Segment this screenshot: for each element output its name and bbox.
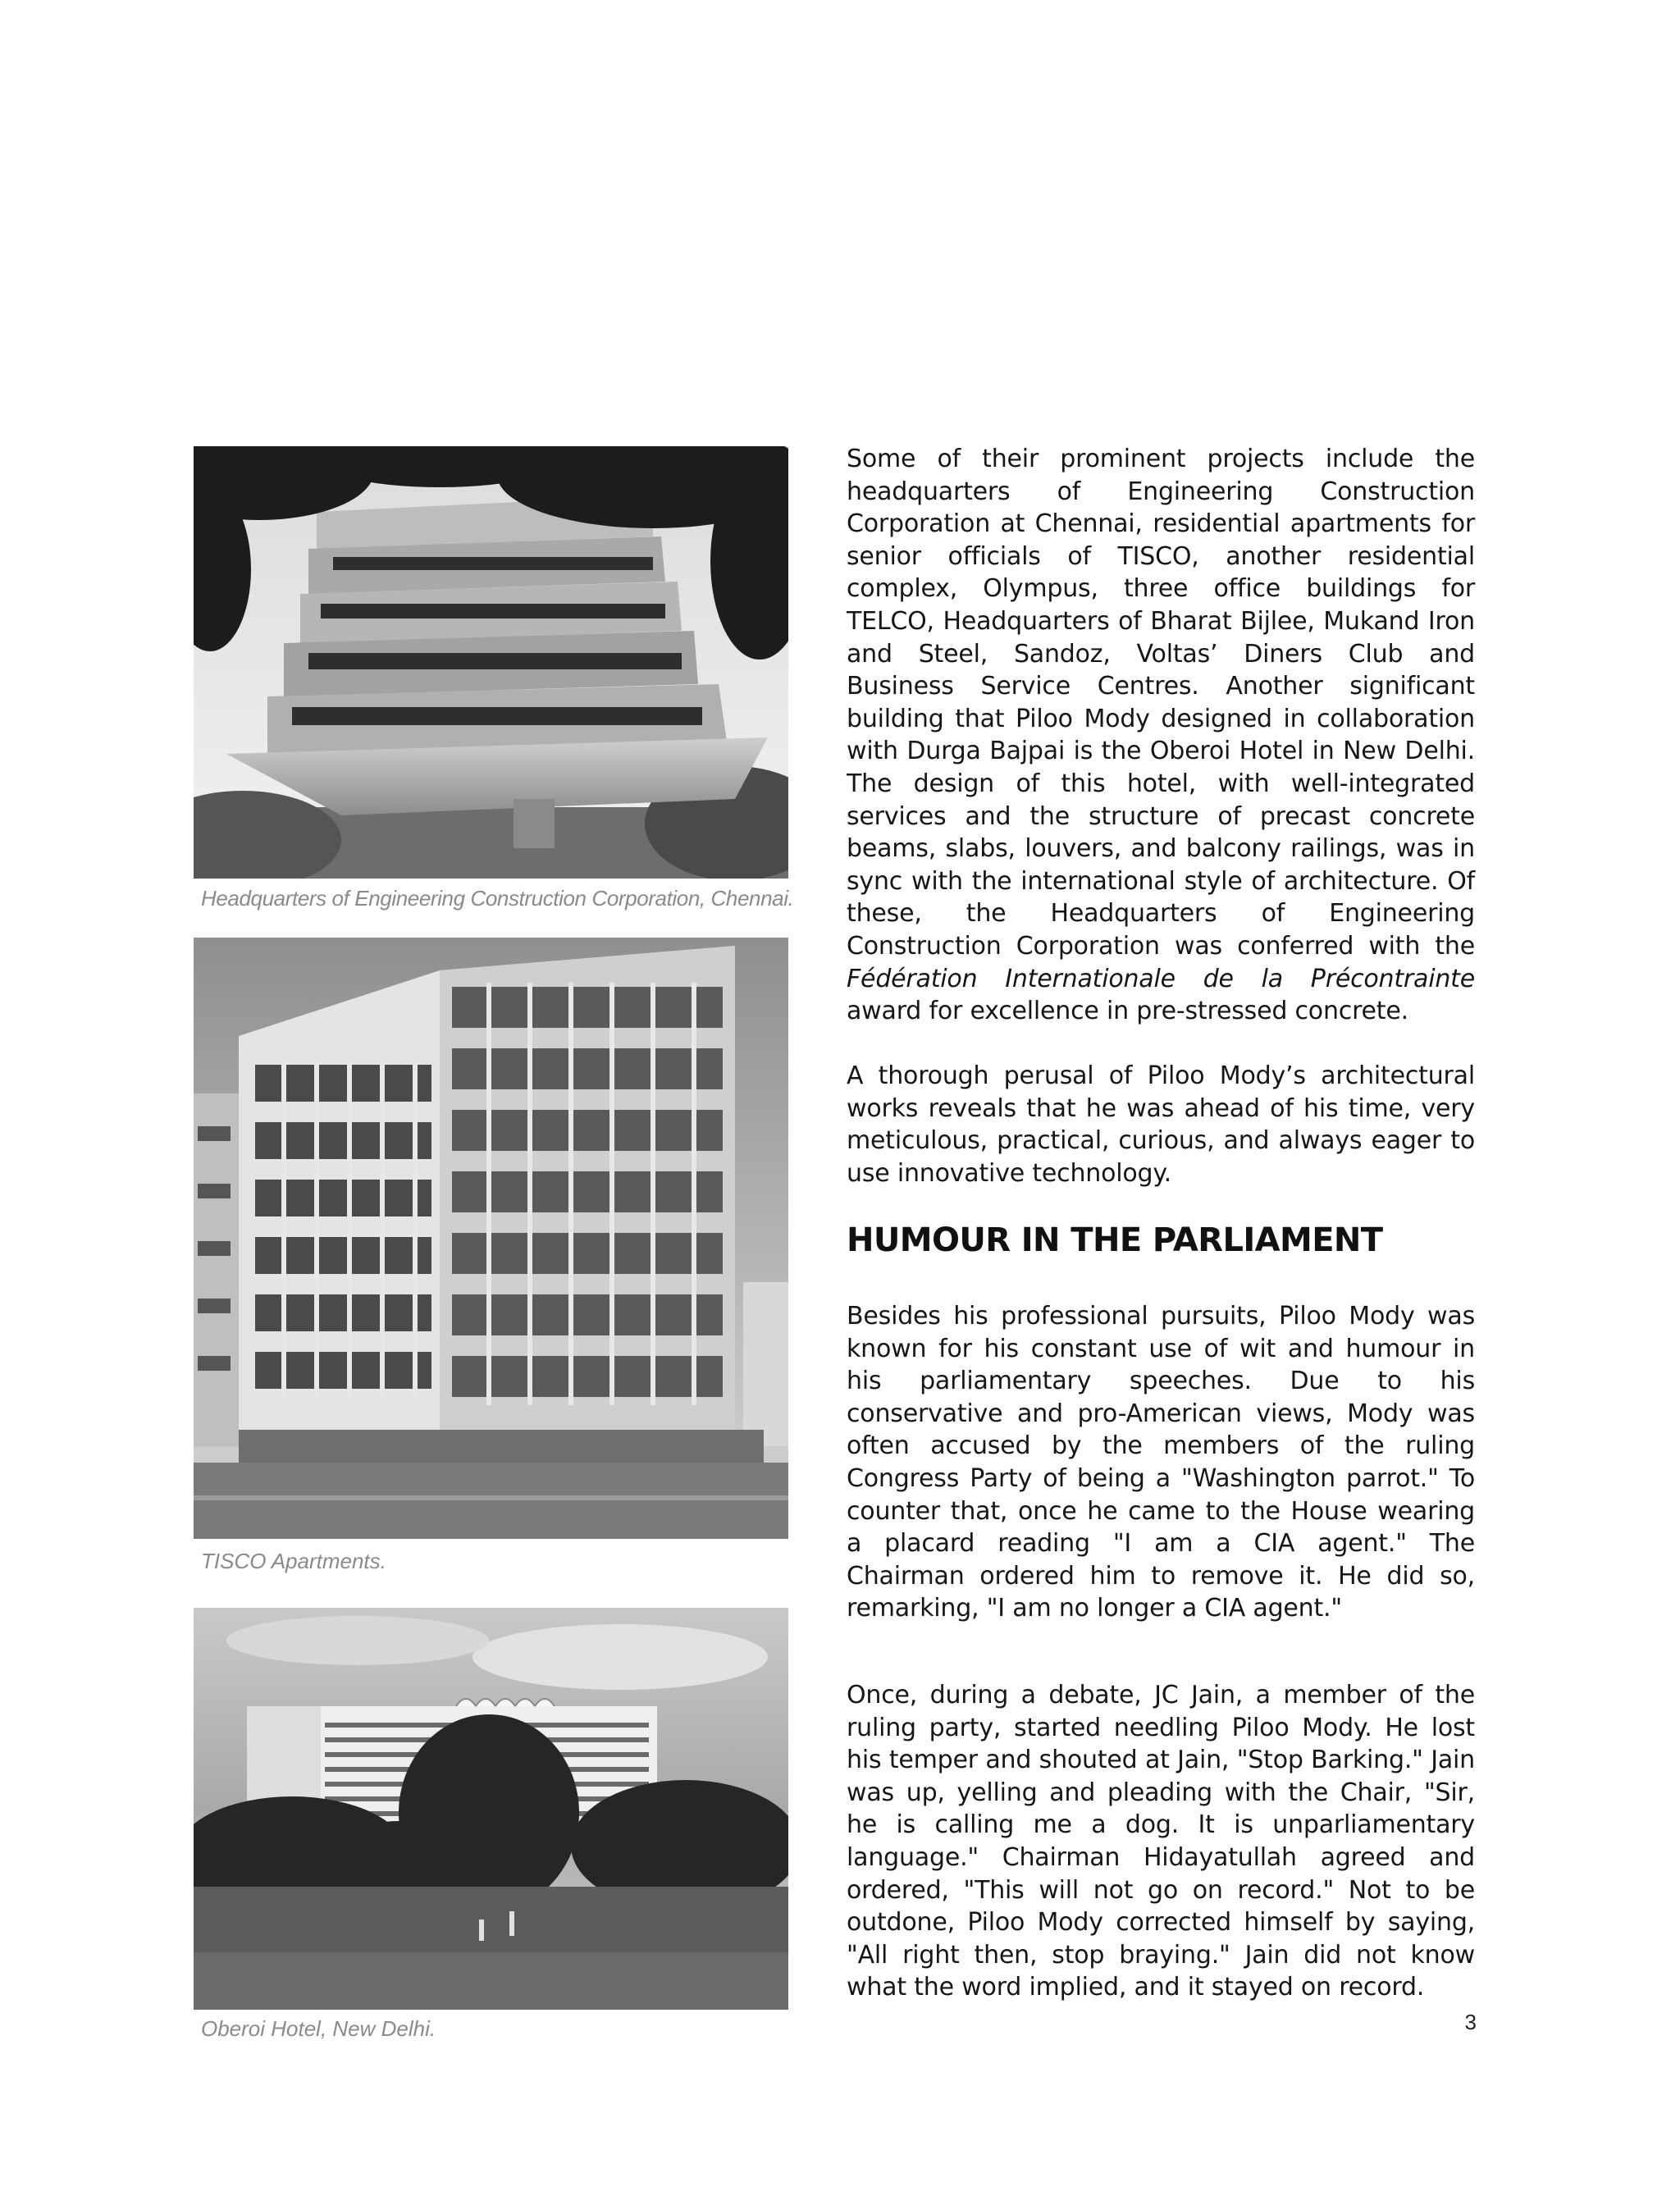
paragraph-wit: Besides his professional pursuits, Piloo Mody was known for his constant use of wit and humour in his parliamentary speeches. Due to his conservative and pro-American views, Mody was often accused by the members of the ruling Congress Party of being a "Washington parrot." To counter that, once he came to the House wearing a placard reading "I am a CIA agent." The Chairman ordered him to remove it. He did so, remarking, "I am no longer a CIA agent." bbox=[847, 1302, 1475, 1623]
caption-tisco: TISCO Apartments. bbox=[201, 1549, 386, 1573]
paragraph-projects-text-end: award for excellence in pre-stressed concrete. bbox=[847, 997, 1408, 1026]
paragraph-projects bbox=[847, 443, 1475, 1028]
section-heading: HUMOUR IN THE PARLIAMENT bbox=[847, 1221, 1383, 1259]
paragraph-perusal: A thorough perusal of Piloo Mody’s architectural works reveals that he was ahead of his time, very meticulous, practical, curious, and always eager to use innovative technology. bbox=[847, 1061, 1475, 1188]
caption-oberoi: Oberoi Hotel, New Delhi. bbox=[201, 2016, 436, 2041]
caption-ecc: Headquarters of Engineering Construction Corporation, Chennai. bbox=[201, 886, 794, 911]
paragraph-debate: Once, during a debate, JC Jain, a member of the ruling party, started needling Piloo Mody. He lost his temper and shouted at Jain, "Stop Barking." Jain was up, yelling and pleading with the Chair, "Sir, he is calling me a dog. It is unparliamentary language." Chairman Hidayatullah agreed and ordered, "This will not go on record." Not to be outdone, Piloo Mody corrected himself by saying, "All right then, stop braying." Jain did not know what the word implied, and it stayed on record. bbox=[847, 1681, 1475, 2002]
photo-tisco-apartments bbox=[194, 938, 788, 1539]
page-number: 3 bbox=[1464, 2010, 1477, 2034]
paragraph-projects-text: Some of their prominent projects include the headquarters of Engineering Construction Corporation at Chennai, residential apartments for senior officials of TISCO, another residential complex, Olympus, three office buildings for TELCO, Headquarters of Bharat Bijlee, Mukand Iron and Steel, Sandoz, Voltas’ Diners Club and Business Service Centres. Another significant building that Piloo Mody designed in collaboration with Durga Bajpai is the Oberoi Hotel in New Delhi. The design of this hotel, with well-integrated services and the structure of precast concrete beams, slabs, louvers, and balcony railings, was in sync with the international style of architecture. Of these, the Headquarters of Engineering Construction Corporation was conferred with the bbox=[847, 445, 1475, 961]
award-name: Fédération Internationale de la Précontrainte bbox=[847, 964, 1475, 993]
photo-oberoi-hotel bbox=[194, 1608, 788, 2010]
photo-ecc-headquarters bbox=[194, 446, 788, 879]
